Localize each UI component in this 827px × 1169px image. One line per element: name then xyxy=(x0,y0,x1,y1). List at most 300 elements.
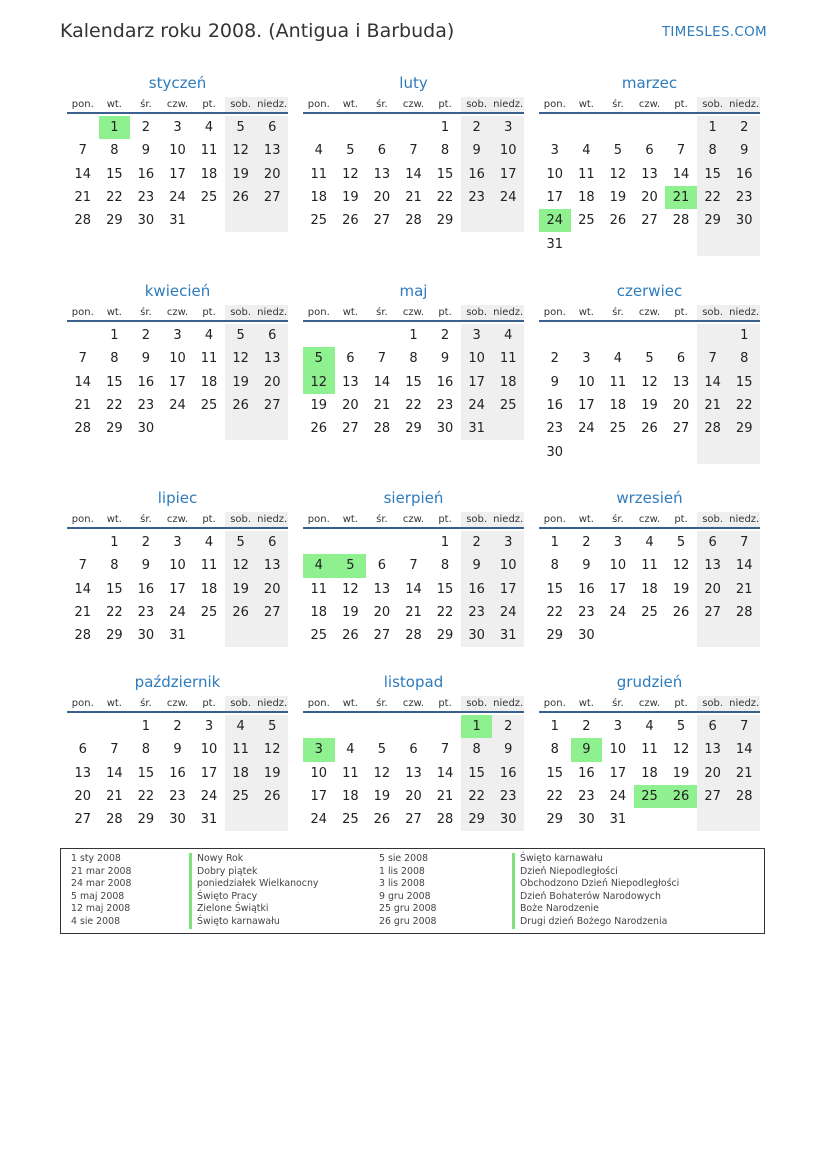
day-cell: 5 xyxy=(676,719,686,735)
weekday-label: pon. xyxy=(307,514,330,525)
weekday-header xyxy=(67,696,288,713)
day-cell: 29 xyxy=(546,812,564,828)
empty-cell xyxy=(571,116,603,139)
day-cell: 21 xyxy=(405,190,422,206)
weekday-header xyxy=(539,97,760,114)
day-cell: 10 xyxy=(310,765,328,781)
day-cell: 16 xyxy=(578,581,595,597)
day-cell: 3 xyxy=(173,535,182,551)
day-cell: 23 xyxy=(137,190,155,206)
day-cell: 26 xyxy=(609,213,627,229)
empty-cell xyxy=(665,116,697,139)
day-cell: 14 xyxy=(405,581,422,597)
day-cell: 11 xyxy=(609,374,627,390)
month-name: luty xyxy=(399,74,428,92)
weekday-label: czw. xyxy=(638,514,661,525)
empty-cell xyxy=(335,324,367,347)
day-cell: 31 xyxy=(169,628,186,644)
day-cell: 28 xyxy=(74,213,92,229)
legend-date: 4 sie 2008 xyxy=(71,915,121,927)
day-cell: 25 xyxy=(342,812,359,828)
day-cell: 9 xyxy=(141,143,151,159)
day-cell: 4 xyxy=(303,554,335,577)
empty-cell xyxy=(492,417,524,440)
day-cell: 19 xyxy=(342,190,359,206)
weekday-label: sob. xyxy=(461,305,493,320)
month-0 xyxy=(67,73,288,232)
day-cell: 28 xyxy=(405,628,422,644)
day-cell: 13 xyxy=(405,765,422,781)
legend-holiday-name: Dzień Bohaterów Narodowych xyxy=(512,891,679,904)
day-cell: 9 xyxy=(461,554,493,577)
month-name: listopad xyxy=(383,673,444,691)
day-cell: 1 xyxy=(728,324,760,347)
day-cell: 2 xyxy=(550,351,559,367)
legend-date: 25 gru 2008 xyxy=(379,903,437,915)
day-cell: 5 xyxy=(676,535,686,551)
day-cell: 7 xyxy=(377,351,387,367)
day-cell: 27 xyxy=(697,785,729,808)
month-2 xyxy=(539,73,760,256)
day-cell: 12 xyxy=(672,742,690,758)
day-cell: 16 xyxy=(461,163,493,186)
day-cell: 24 xyxy=(169,398,186,414)
day-cell: 16 xyxy=(578,765,595,781)
day-cell: 1 xyxy=(461,715,493,738)
day-cell: 30 xyxy=(546,444,564,460)
day-cell: 14 xyxy=(728,554,760,577)
legend-holiday-name: poniedziałek Wielkanocny xyxy=(189,878,318,891)
day-cell: 11 xyxy=(200,558,218,574)
month-name: marzec xyxy=(621,74,678,92)
legend-date: 5 maj 2008 xyxy=(71,890,125,902)
weekday-label: śr. xyxy=(140,698,152,709)
day-cell: 15 xyxy=(697,163,729,186)
weekday-label: śr. xyxy=(612,99,624,110)
day-cell: 28 xyxy=(74,628,92,644)
empty-cell xyxy=(634,116,666,139)
day-cell: 7 xyxy=(697,347,729,370)
empty-cell xyxy=(634,440,666,463)
day-grid xyxy=(539,531,760,647)
month-name: maj xyxy=(399,282,428,300)
month-name: grudzień xyxy=(616,673,683,691)
day-cell: 1 xyxy=(409,328,418,344)
day-cell: 5 xyxy=(335,554,367,577)
day-cell: 29 xyxy=(461,808,493,831)
day-cell: 20 xyxy=(256,578,288,601)
day-cell: 1 xyxy=(440,535,450,551)
day-cell: 6 xyxy=(346,351,355,367)
day-cell: 2 xyxy=(461,116,493,139)
day-cell: 5 xyxy=(377,742,387,758)
day-cell: 26 xyxy=(256,785,288,808)
day-cell: 21 xyxy=(373,398,391,414)
legend-date: 24 mar 2008 xyxy=(71,878,132,890)
day-cell: 22 xyxy=(546,789,564,805)
day-cell: 24 xyxy=(310,812,328,828)
day-cell: 6 xyxy=(78,742,87,758)
day-cell: 11 xyxy=(641,558,658,574)
weekday-label: wt. xyxy=(106,514,122,525)
weekday-label: niedz. xyxy=(729,514,760,525)
day-cell: 11 xyxy=(200,351,218,367)
weekday-label: czw. xyxy=(166,99,189,110)
empty-cell xyxy=(665,808,697,831)
empty-cell xyxy=(366,531,398,554)
day-grid xyxy=(539,715,760,831)
weekday-label: czw. xyxy=(638,307,661,318)
day-cell: 3 xyxy=(582,351,591,367)
day-cell: 27 xyxy=(342,421,359,437)
day-cell: 25 xyxy=(310,213,328,229)
weekday-label: pt. xyxy=(438,698,452,709)
day-cell: 16 xyxy=(492,762,524,785)
month-name: styczeń xyxy=(148,74,207,92)
day-cell: 26 xyxy=(310,421,328,437)
empty-cell xyxy=(67,116,99,139)
day-cell: 25 xyxy=(200,398,218,414)
month-7 xyxy=(303,488,524,647)
day-cell: 2 xyxy=(582,719,591,735)
weekday-header xyxy=(539,305,760,322)
day-cell: 28 xyxy=(728,601,760,624)
day-cell: 15 xyxy=(546,581,564,597)
day-cell: 26 xyxy=(342,628,359,644)
empty-cell xyxy=(634,808,666,831)
day-cell: 12 xyxy=(672,558,690,574)
weekday-label: pt. xyxy=(202,514,216,525)
day-cell: 24 xyxy=(169,190,186,206)
weekday-label: pon. xyxy=(543,307,566,318)
day-cell: 11 xyxy=(310,581,328,597)
day-cell: 23 xyxy=(461,186,493,209)
day-cell: 30 xyxy=(137,421,155,437)
day-cell: 7 xyxy=(409,143,418,159)
weekday-label: czw. xyxy=(402,514,425,525)
weekday-label: niedz. xyxy=(493,698,524,709)
weekday-label: wt. xyxy=(342,698,358,709)
weekday-label: sob. xyxy=(225,305,257,320)
empty-cell xyxy=(697,808,729,831)
weekday-header xyxy=(303,97,524,114)
day-cell: 13 xyxy=(672,374,690,390)
day-cell: 30 xyxy=(137,628,155,644)
day-cell: 1 xyxy=(110,535,119,551)
empty-cell xyxy=(602,440,634,463)
site-logo-link[interactable]: TIMESLES.COM xyxy=(661,24,767,40)
weekday-label: pt. xyxy=(438,307,452,318)
empty-cell xyxy=(193,209,225,232)
weekday-label: pon. xyxy=(543,99,566,110)
day-cell: 6 xyxy=(645,143,654,159)
day-cell: 18 xyxy=(310,190,328,206)
weekday-label: czw. xyxy=(166,698,189,709)
legend-date: 3 lis 2008 xyxy=(379,878,425,890)
day-cell: 17 xyxy=(169,374,186,390)
day-cell: 26 xyxy=(225,394,257,417)
weekday-label: czw. xyxy=(402,99,425,110)
weekday-label: czw. xyxy=(638,698,661,709)
day-cell: 12 xyxy=(342,166,359,182)
day-cell: 1 xyxy=(99,116,131,139)
day-cell: 26 xyxy=(672,605,690,621)
day-cell: 18 xyxy=(225,762,257,785)
day-cell: 23 xyxy=(137,605,155,621)
day-cell: 14 xyxy=(672,166,690,182)
day-cell: 27 xyxy=(373,628,391,644)
day-cell: 25 xyxy=(310,628,328,644)
weekday-label: wt. xyxy=(578,698,594,709)
day-cell: 6 xyxy=(377,558,387,574)
weekday-label: czw. xyxy=(638,99,661,110)
day-cell: 8 xyxy=(110,143,119,159)
legend-holiday-name: Obchodzono Dzień Niepodległości xyxy=(512,878,679,891)
day-cell: 30 xyxy=(436,421,454,437)
day-cell: 24 xyxy=(461,394,493,417)
weekday-label: wt. xyxy=(342,307,358,318)
day-cell: 7 xyxy=(78,351,87,367)
month-9 xyxy=(67,672,288,831)
day-cell: 27 xyxy=(697,601,729,624)
day-cell: 14 xyxy=(106,765,123,781)
day-cell: 27 xyxy=(256,394,288,417)
weekday-label: niedz. xyxy=(257,307,288,318)
day-grid xyxy=(303,715,524,831)
day-cell: 20 xyxy=(256,163,288,186)
day-cell: 13 xyxy=(74,765,92,781)
empty-cell xyxy=(67,531,99,554)
day-cell: 20 xyxy=(672,398,690,414)
empty-cell xyxy=(193,417,225,440)
day-cell: 6 xyxy=(256,531,288,554)
day-cell: 20 xyxy=(74,789,92,805)
day-cell: 15 xyxy=(106,374,123,390)
day-cell: 20 xyxy=(373,190,391,206)
day-cell: 25 xyxy=(609,421,627,437)
day-cell: 2 xyxy=(173,719,182,735)
day-cell: 25 xyxy=(200,605,218,621)
day-cell: 4 xyxy=(346,742,355,758)
day-cell: 26 xyxy=(373,812,391,828)
empty-cell xyxy=(99,715,131,738)
empty-cell xyxy=(665,440,697,463)
day-cell: 28 xyxy=(436,812,454,828)
holiday-legend xyxy=(60,848,765,934)
weekday-label: pon. xyxy=(71,514,94,525)
day-cell: 26 xyxy=(641,421,658,437)
day-cell: 4 xyxy=(492,324,524,347)
day-cell: 31 xyxy=(461,417,493,440)
empty-cell xyxy=(225,417,257,440)
day-cell: 22 xyxy=(106,398,123,414)
weekday-label: czw. xyxy=(166,307,189,318)
weekday-label: wt. xyxy=(578,307,594,318)
weekday-header xyxy=(303,305,524,322)
day-cell: 11 xyxy=(342,765,359,781)
weekday-header xyxy=(303,512,524,529)
day-cell: 22 xyxy=(728,394,760,417)
day-cell: 3 xyxy=(173,328,182,344)
day-cell: 4 xyxy=(645,719,654,735)
day-cell: 14 xyxy=(697,371,729,394)
day-cell: 18 xyxy=(609,398,627,414)
day-cell: 25 xyxy=(225,785,257,808)
day-cell: 23 xyxy=(578,605,595,621)
month-name: lipiec xyxy=(157,489,198,507)
day-grid xyxy=(67,531,288,647)
day-cell: 8 xyxy=(697,139,729,162)
day-cell: 16 xyxy=(728,163,760,186)
day-cell: 16 xyxy=(169,765,186,781)
day-cell: 27 xyxy=(256,601,288,624)
day-cell: 20 xyxy=(256,371,288,394)
day-cell: 29 xyxy=(728,417,760,440)
day-cell: 25 xyxy=(578,213,595,229)
weekday-label: sob. xyxy=(461,696,493,711)
day-cell: 10 xyxy=(578,374,595,390)
day-cell: 8 xyxy=(461,738,493,761)
weekday-label: śr. xyxy=(140,307,152,318)
empty-cell xyxy=(303,531,335,554)
day-cell: 14 xyxy=(74,166,92,182)
day-cell: 17 xyxy=(169,166,186,182)
empty-cell xyxy=(697,232,729,255)
day-cell: 4 xyxy=(204,328,214,344)
day-cell: 31 xyxy=(200,812,218,828)
day-cell: 4 xyxy=(613,351,623,367)
weekday-label: pon. xyxy=(307,698,330,709)
day-cell: 1 xyxy=(697,116,729,139)
empty-cell xyxy=(429,715,461,738)
empty-cell xyxy=(303,116,335,139)
day-cell: 13 xyxy=(342,374,359,390)
day-cell: 12 xyxy=(609,166,627,182)
weekday-label: czw. xyxy=(402,698,425,709)
day-grid xyxy=(539,116,760,256)
day-cell: 5 xyxy=(225,531,257,554)
day-cell: 15 xyxy=(436,581,454,597)
day-cell: 11 xyxy=(200,143,218,159)
day-cell: 11 xyxy=(225,738,257,761)
day-cell: 19 xyxy=(310,398,328,414)
day-cell: 17 xyxy=(609,581,627,597)
day-cell: 9 xyxy=(728,139,760,162)
day-cell: 28 xyxy=(74,421,92,437)
month-name: październik xyxy=(134,673,221,691)
day-cell: 13 xyxy=(373,581,391,597)
day-cell: 31 xyxy=(169,213,186,229)
legend-dates-col-2 xyxy=(379,853,437,929)
empty-cell xyxy=(67,324,99,347)
day-cell: 14 xyxy=(728,738,760,761)
day-cell: 19 xyxy=(225,371,257,394)
legend-holiday-name: Boże Narodzenie xyxy=(512,903,679,916)
page-title: Kalendarz roku 2008. (Antigua i Barbuda) xyxy=(60,20,455,42)
day-cell: 29 xyxy=(405,421,422,437)
day-cell: 14 xyxy=(436,765,454,781)
weekday-label: niedz. xyxy=(257,514,288,525)
empty-cell xyxy=(571,232,603,255)
day-cell: 22 xyxy=(461,785,493,808)
day-cell: 29 xyxy=(106,213,123,229)
day-cell: 30 xyxy=(728,209,760,232)
day-cell: 12 xyxy=(342,581,359,597)
empty-cell xyxy=(303,324,335,347)
weekday-label: pon. xyxy=(543,514,566,525)
day-cell: 19 xyxy=(225,578,257,601)
empty-cell xyxy=(335,531,367,554)
day-cell: 19 xyxy=(225,163,257,186)
day-cell: 2 xyxy=(582,535,591,551)
day-cell: 9 xyxy=(461,139,493,162)
empty-cell xyxy=(634,232,666,255)
empty-cell xyxy=(256,808,288,831)
weekday-label: wt. xyxy=(106,307,122,318)
day-cell: 20 xyxy=(342,398,359,414)
day-cell: 29 xyxy=(436,628,454,644)
day-cell: 21 xyxy=(436,789,454,805)
weekday-label: sob. xyxy=(697,696,729,711)
day-cell: 22 xyxy=(436,190,454,206)
day-cell: 7 xyxy=(728,715,760,738)
day-cell: 10 xyxy=(169,143,186,159)
day-cell: 6 xyxy=(256,116,288,139)
day-cell: 1 xyxy=(110,328,119,344)
day-cell: 22 xyxy=(137,789,155,805)
day-cell: 28 xyxy=(106,812,123,828)
weekday-label: śr. xyxy=(140,514,152,525)
day-cell: 31 xyxy=(609,812,627,828)
day-cell: 10 xyxy=(546,166,564,182)
day-cell: 7 xyxy=(440,742,450,758)
day-cell: 4 xyxy=(225,715,257,738)
day-cell: 5 xyxy=(256,715,288,738)
day-cell: 14 xyxy=(373,374,391,390)
legend-date: 1 lis 2008 xyxy=(379,865,425,877)
day-cell: 13 xyxy=(697,554,729,577)
day-cell: 30 xyxy=(578,812,595,828)
month-name: czerwiec xyxy=(616,282,683,300)
day-cell: 9 xyxy=(550,374,559,390)
empty-cell xyxy=(398,116,430,139)
day-grid xyxy=(67,324,288,440)
day-cell: 6 xyxy=(377,143,387,159)
day-cell: 7 xyxy=(110,742,119,758)
day-cell: 21 xyxy=(728,762,760,785)
empty-cell xyxy=(193,624,225,647)
day-cell: 17 xyxy=(546,190,564,206)
day-cell: 7 xyxy=(728,531,760,554)
day-cell: 8 xyxy=(110,558,119,574)
day-cell: 17 xyxy=(200,765,218,781)
day-cell: 25 xyxy=(641,605,658,621)
day-cell: 21 xyxy=(405,605,422,621)
weekday-label: pt. xyxy=(674,698,688,709)
day-cell: 7 xyxy=(676,143,686,159)
weekday-label: wt. xyxy=(578,514,594,525)
day-cell: 14 xyxy=(405,166,422,182)
day-cell: 23 xyxy=(137,398,155,414)
legend-holiday-name: Zielone Świątki xyxy=(189,903,318,916)
weekday-label: śr. xyxy=(376,307,388,318)
weekday-label: sob. xyxy=(697,305,729,320)
empty-cell xyxy=(256,624,288,647)
day-cell: 24 xyxy=(578,421,595,437)
day-cell: 16 xyxy=(137,581,155,597)
day-cell: 18 xyxy=(200,581,218,597)
weekday-label: niedz. xyxy=(729,307,760,318)
